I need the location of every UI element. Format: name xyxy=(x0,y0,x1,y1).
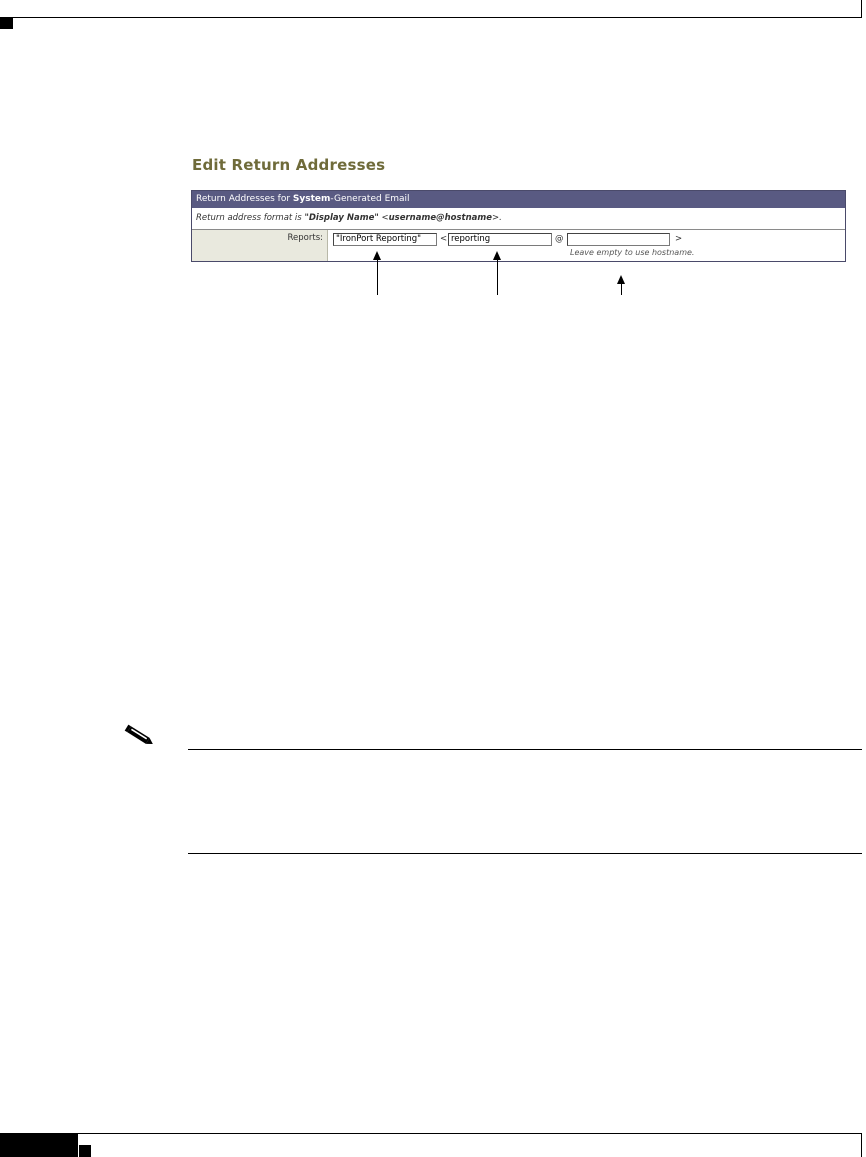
hostname-hint: Leave empty to use hostname. xyxy=(570,248,695,257)
note-rule-top xyxy=(188,749,862,750)
format-separator: < xyxy=(378,213,389,223)
format-username-hostname: username@hostname xyxy=(388,213,493,223)
footer-tick xyxy=(79,1145,91,1157)
callout-arrow-username-icon xyxy=(497,258,498,295)
format-prefix: Return address format is xyxy=(196,213,305,223)
top-rule-tick xyxy=(861,0,862,18)
hostname-input[interactable] xyxy=(567,233,670,246)
panel-header-suffix: -Generated Email xyxy=(330,194,410,204)
greater-than-symbol: > xyxy=(675,234,683,244)
username-input[interactable]: reporting xyxy=(448,233,552,246)
reports-row xyxy=(192,230,845,261)
callout-arrow-display-name-icon xyxy=(377,258,378,295)
footer-rule xyxy=(78,1133,862,1134)
callout-arrow-hostname-icon xyxy=(621,282,622,295)
format-end: >. xyxy=(492,213,502,223)
format-description xyxy=(192,208,845,230)
panel-header xyxy=(192,191,845,208)
top-rule xyxy=(0,17,862,18)
corner-mark xyxy=(0,18,13,29)
page-heading: Edit Return Addresses xyxy=(192,156,386,174)
at-symbol: @ xyxy=(555,234,564,244)
panel-header-bold: System xyxy=(292,194,331,204)
footer-block xyxy=(0,1133,78,1157)
less-than-symbol: < xyxy=(440,234,448,244)
reports-label: Reports: xyxy=(192,230,328,261)
return-addresses-panel xyxy=(191,190,846,262)
display-name-input[interactable]: "IronPort Reporting" xyxy=(333,233,437,246)
footer-right-tick xyxy=(861,1133,862,1157)
panel-header-prefix: Return Addresses for xyxy=(196,194,293,204)
note-rule-bottom xyxy=(188,853,862,854)
format-display-name: "Display Name" xyxy=(304,213,379,223)
note-pencil-icon xyxy=(121,723,157,749)
